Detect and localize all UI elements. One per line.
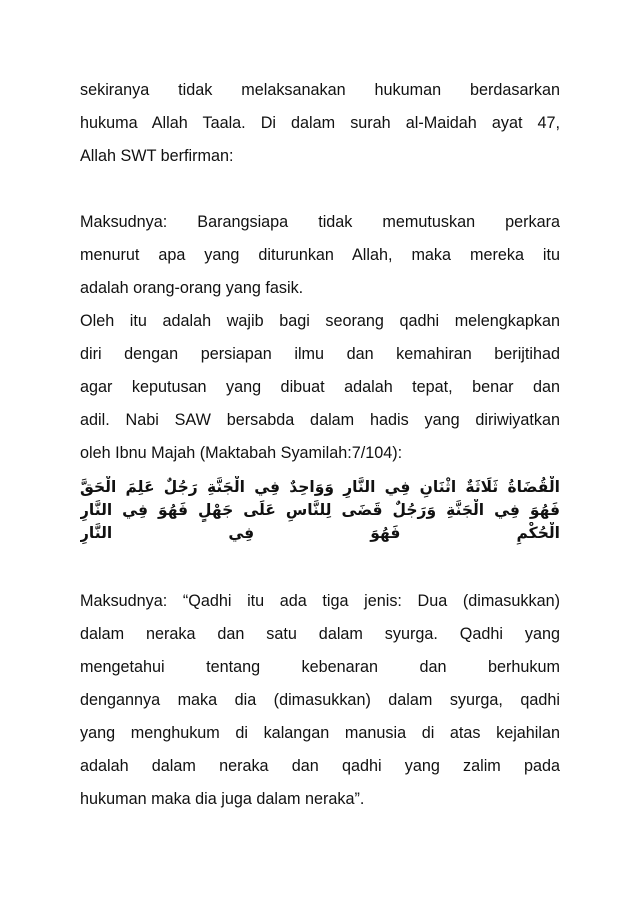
paragraph-intro	[80, 74, 560, 173]
arabic-line: الْقُضَاةُ ثَلَاثَةٌ اثْنَانِ فِي النَّارِ وَوَاحِدٌ فِي الْجَنَّةِ رَجُلٌ عَلِمَ الْحَقَّ	[80, 478, 560, 496]
paragraph-maksudnya-ayat	[80, 206, 560, 305]
text-line: Maksudnya: Barangsiapa tidak memutuskan perkara	[80, 213, 560, 231]
paragraph-qadhi-wajib	[80, 305, 560, 470]
text-line: hukuman maka dia juga dalam neraka”.	[80, 790, 365, 808]
text-line: Allah SWT berfirman:	[80, 147, 234, 165]
blank-line	[80, 545, 560, 585]
arabic-line: فَهُوَ فِي الْجَنَّةِ وَرَجُلٌ قَضَى لِلنَّاسِ عَلَى جَهْلٍ فَهُوَ فِي النَّارِ	[80, 501, 560, 519]
document-page	[80, 74, 560, 816]
text-line: agar keputusan yang dibuat adalah tepat, benar dan	[80, 378, 560, 396]
text-line: Oleh itu adalah wajib bagi seorang qadhi melengkapkan	[80, 312, 560, 330]
text-line: adalah orang-orang yang fasik.	[80, 279, 304, 297]
paragraph-maksudnya-hadith	[80, 585, 560, 816]
text-line: sekiranya tidak melaksanakan hukuman berdasarkan	[80, 81, 560, 99]
text-line: dengannya maka dia (dimasukkan) dalam syurga, qadhi	[80, 691, 560, 709]
text-line: mengetahui tentang kebenaran dan berhukum	[80, 658, 560, 676]
text-line: oleh Ibnu Majah (Maktabah Syamilah:7/104):	[80, 444, 403, 462]
arabic-line: الْحُكْمِ فَهُوَ فِي النَّارِ	[80, 524, 560, 542]
text-line: hukuma Allah Taala. Di dalam surah al-Maidah ayat 47,	[80, 114, 560, 132]
hadith-arabic-text	[80, 476, 560, 545]
text-line: diri dengan persiapan ilmu dan kemahiran berijtihad	[80, 345, 560, 363]
text-line: menurut apa yang diturunkan Allah, maka mereka itu	[80, 246, 560, 264]
text-line: adalah dalam neraka dan qadhi yang zalim pada	[80, 757, 560, 775]
text-line: Maksudnya: “Qadhi itu ada tiga jenis: Dua (dimasukkan)	[80, 592, 560, 610]
text-line: adil. Nabi SAW bersabda dalam hadis yang diriwiyatkan	[80, 411, 560, 429]
text-line: dalam neraka dan satu dalam syurga. Qadhi yang	[80, 625, 560, 643]
blank-line	[80, 173, 560, 206]
text-line: yang menghukum di kalangan manusia di atas kejahilan	[80, 724, 560, 742]
